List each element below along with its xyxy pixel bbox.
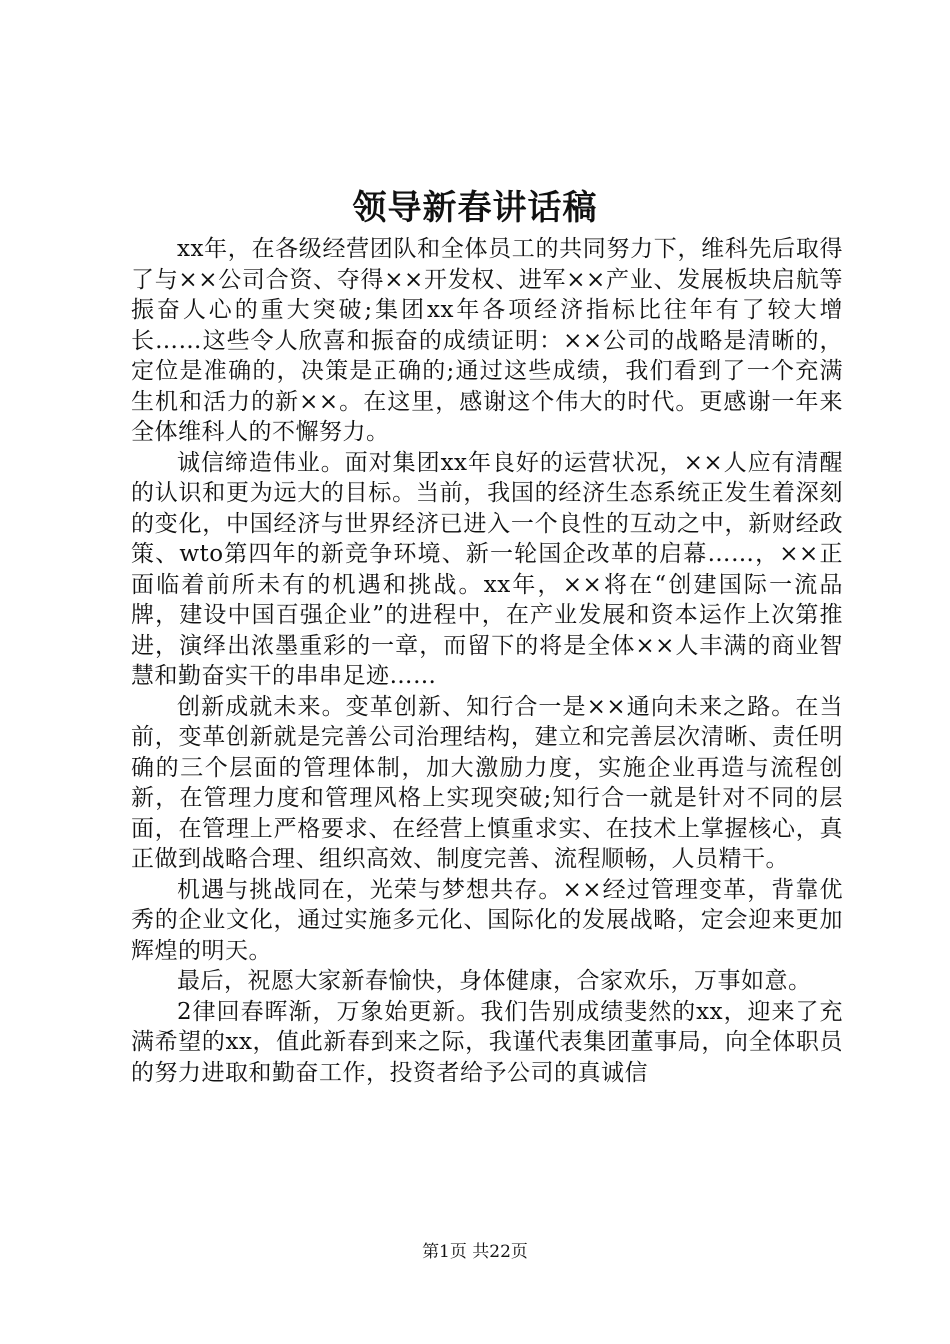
document-title: 领导新春讲话稿 — [352, 188, 598, 228]
document-body — [131, 234, 843, 1088]
paragraph-5: 最后，祝愿大家新春愉快，身体健康，合家欢乐，万事如意。 — [177, 968, 812, 994]
paragraph-2: 诚信缔造伟业。面对集团xx年良好的运营状况，××人应有清醒的认识和更为远大的目标。当前，我国的经济生态系统正发生着深刻的变化，中国经济与世界经济已进入一个良性的互动之中，新财经政策、wto第四年的新竞争环境、新一轮国企改革的启幕……，××正面临着前所未有的机遇和挑战。xx年，××将在“创建国际一流品牌，建设中国百强企业”的进程中，在产业发展和资本运作上次第推进，演绎出浓墨重彩的一章，而留下的将是全体××人丰满的商业智慧和勤奋实干的串串足迹…… — [131, 449, 843, 689]
paragraph-3: 创新成就未来。变革创新、知行合一是××通向未来之路。在当前，变革创新就是完善公司治理结构，建立和完善层次清晰、责任明确的三个层面的管理体制，加大激励力度，实施企业再造与流程创新，在管理力度和管理风格上实现突破;知行合一就是针对不同的层面，在管理上严格要求、在经营上慎重求实、在技术上掌握核心，真正做到战略合理、组织高效、制度完善、流程顺畅，人员精干。 — [131, 693, 843, 872]
paragraph-4: 机遇与挑战同在，光荣与梦想共存。××经过管理变革，背靠优秀的企业文化，通过实施多元化、国际化的发展战略，定会迎来更加辉煌的明天。 — [131, 876, 843, 964]
page-number-footer: 第1页 共22页 — [422, 1242, 528, 1262]
paragraph-6: 2律回春晖渐，万象始更新。我们告别成绩斐然的xx，迎来了充满希望的xx，值此新春到来之际，我谨代表集团董事局，向全体职员的努力进取和勤奋工作，投资者给予公司的真诚信 — [131, 998, 843, 1086]
paragraph-1: xx年，在各级经营团队和全体员工的共同努力下，维科先后取得了与××公司合资、夺得××开发权、进军××产业、发展板块启航等振奋人心的重大突破;集团xx年各项经济指标比往年有了较大增长……这些令人欣喜和振奋的成绩证明：××公司的战略是清晰的，定位是准确的，决策是正确的;通过这些成绩，我们看到了一个充满生机和活力的新××。在这里，感谢这个伟大的时代。更感谢一年来全体维科人的不懈努力。 — [131, 236, 843, 445]
